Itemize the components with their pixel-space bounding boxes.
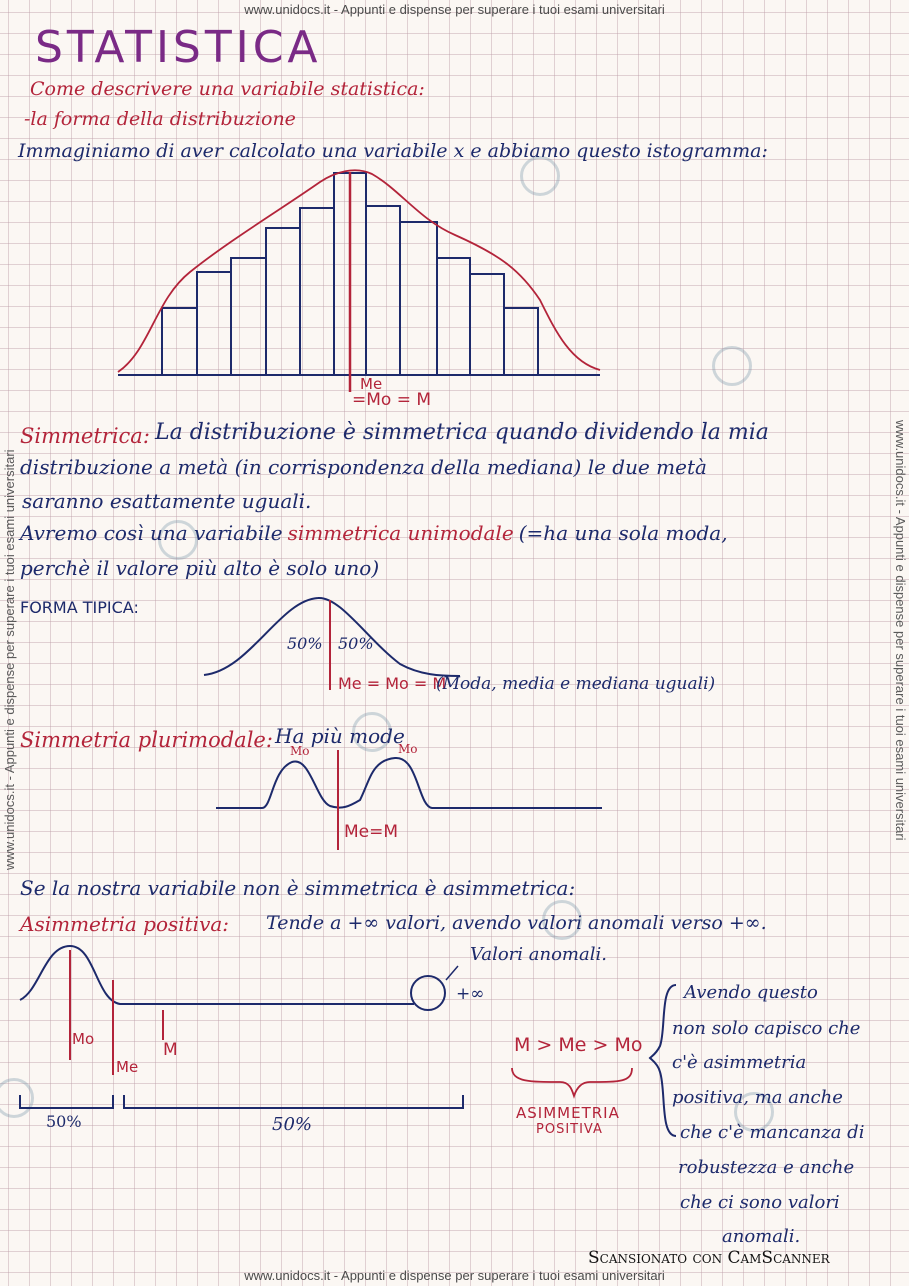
asym-relation: M > Me > Mo [514, 1034, 643, 1056]
anomaly-circle-icon [411, 976, 445, 1010]
right-percent: 50% [338, 634, 374, 653]
plurimodale-mode-2: Mo [398, 742, 418, 756]
asym-relation-caption-1: ASIMMETRIA [516, 1104, 620, 1122]
side-note-line: c'è asimmetria [672, 1052, 807, 1073]
plurimodale-text: Ha più mode [275, 724, 405, 748]
unimodal-equality: Me = Mo = M [338, 674, 447, 693]
side-note-line: che c'è mancanza di [680, 1122, 865, 1143]
intro-line-1: Come descrivere una variabile statistica: [30, 78, 425, 100]
relation-brace [512, 1068, 632, 1096]
histogram-median-label: Me [360, 375, 383, 393]
side-note-line: non solo capisco che [672, 1018, 861, 1039]
watermark-top: www.unidocs.it - Appunti e dispense per superare i tuoi esami universitari [244, 2, 665, 17]
simmetrica-text-3: saranno esattamente uguali. [22, 489, 312, 513]
side-note-line: robustezza e anche [678, 1157, 855, 1178]
asym-anomali: Valori anomali. [470, 944, 607, 965]
side-note-line: che ci sono valori [680, 1192, 840, 1213]
unimodal-curve [204, 598, 460, 676]
watermark-left: www.unidocs.it - Appunti e dispense per superare i tuoi esami universitari [2, 449, 17, 870]
asym-me-label: Me [116, 1058, 139, 1076]
intro-line-3: Immaginiamo di aver calcolato una variabile x e abbiamo questo istogramma: [18, 140, 768, 162]
watermark-right: www.unidocs.it - Appunti e dispense per superare i tuoi esami universitari [893, 420, 908, 841]
scanner-footer: Scansionato con CamScanner [588, 1248, 830, 1268]
page-title: STATISTICA [35, 22, 322, 73]
forma-tipica-label: FORMA TIPICA: [20, 598, 139, 617]
asym-mo-label: Mo [72, 1030, 95, 1048]
asym-label: Asimmetria positiva: [20, 912, 230, 936]
simmetrica-text-4c: (=ha una sola moda, [518, 521, 728, 545]
unimodal-equality-note: (Moda, media e mediana uguali) [436, 674, 716, 694]
asym-left-bracket [20, 1095, 113, 1108]
side-note-line: positiva, ma anche [672, 1087, 843, 1108]
plurimodale-equality: Me=M [344, 822, 399, 842]
simmetrica-label: Simmetrica: [20, 424, 150, 448]
histogram-mode-mean-label: =Mo = M [352, 390, 432, 410]
simmetrica-text-4 [20, 521, 728, 545]
histogram [118, 173, 600, 375]
asym-text: Tende a +∞ valori, avendo valori anomali verso +∞. [266, 912, 767, 934]
anomaly-arrow-icon [446, 966, 458, 980]
histogram-density-curve [118, 170, 600, 372]
watermark-bottom: www.unidocs.it - Appunti e dispense per superare i tuoi esami universitari [244, 1268, 665, 1283]
asym-pct-right: 50% [272, 1114, 313, 1135]
plurimodale-label: Simmetria plurimodale: [20, 728, 273, 752]
simmetrica-text-5: perchè il valore più alto è solo uno) [20, 556, 380, 580]
plurimodal-curve [216, 758, 602, 808]
asym-curve [20, 946, 414, 1004]
left-percent: 50% [287, 634, 323, 653]
asym-pct-left: 50% [46, 1112, 82, 1131]
side-note-line: anomali. [722, 1226, 801, 1247]
simmetrica-text-1: La distribuzione è simmetrica quando dividendo la mia [155, 420, 769, 445]
simmetrica-text-4b: simmetrica unimodale [287, 521, 514, 545]
simmetrica-text-4a: Avremo così una variabile [20, 521, 283, 545]
side-note-line: Avendo questo [684, 982, 818, 1003]
asym-intro: Se la nostra variabile non è simmetrica è asimmetrica: [20, 876, 576, 900]
intro-line-2: -la forma della distribuzione [24, 108, 296, 130]
simmetrica-text-2: distribuzione a metà (in corrispondenza della mediana) le due metà [20, 455, 707, 479]
asym-right-bracket [124, 1095, 463, 1108]
asym-relation-caption-2: POSITIVA [536, 1122, 603, 1137]
plurimodale-mode-1: Mo [290, 744, 310, 758]
asym-m-label: M [163, 1040, 178, 1060]
asym-plus-inf: +∞ [456, 984, 485, 1004]
